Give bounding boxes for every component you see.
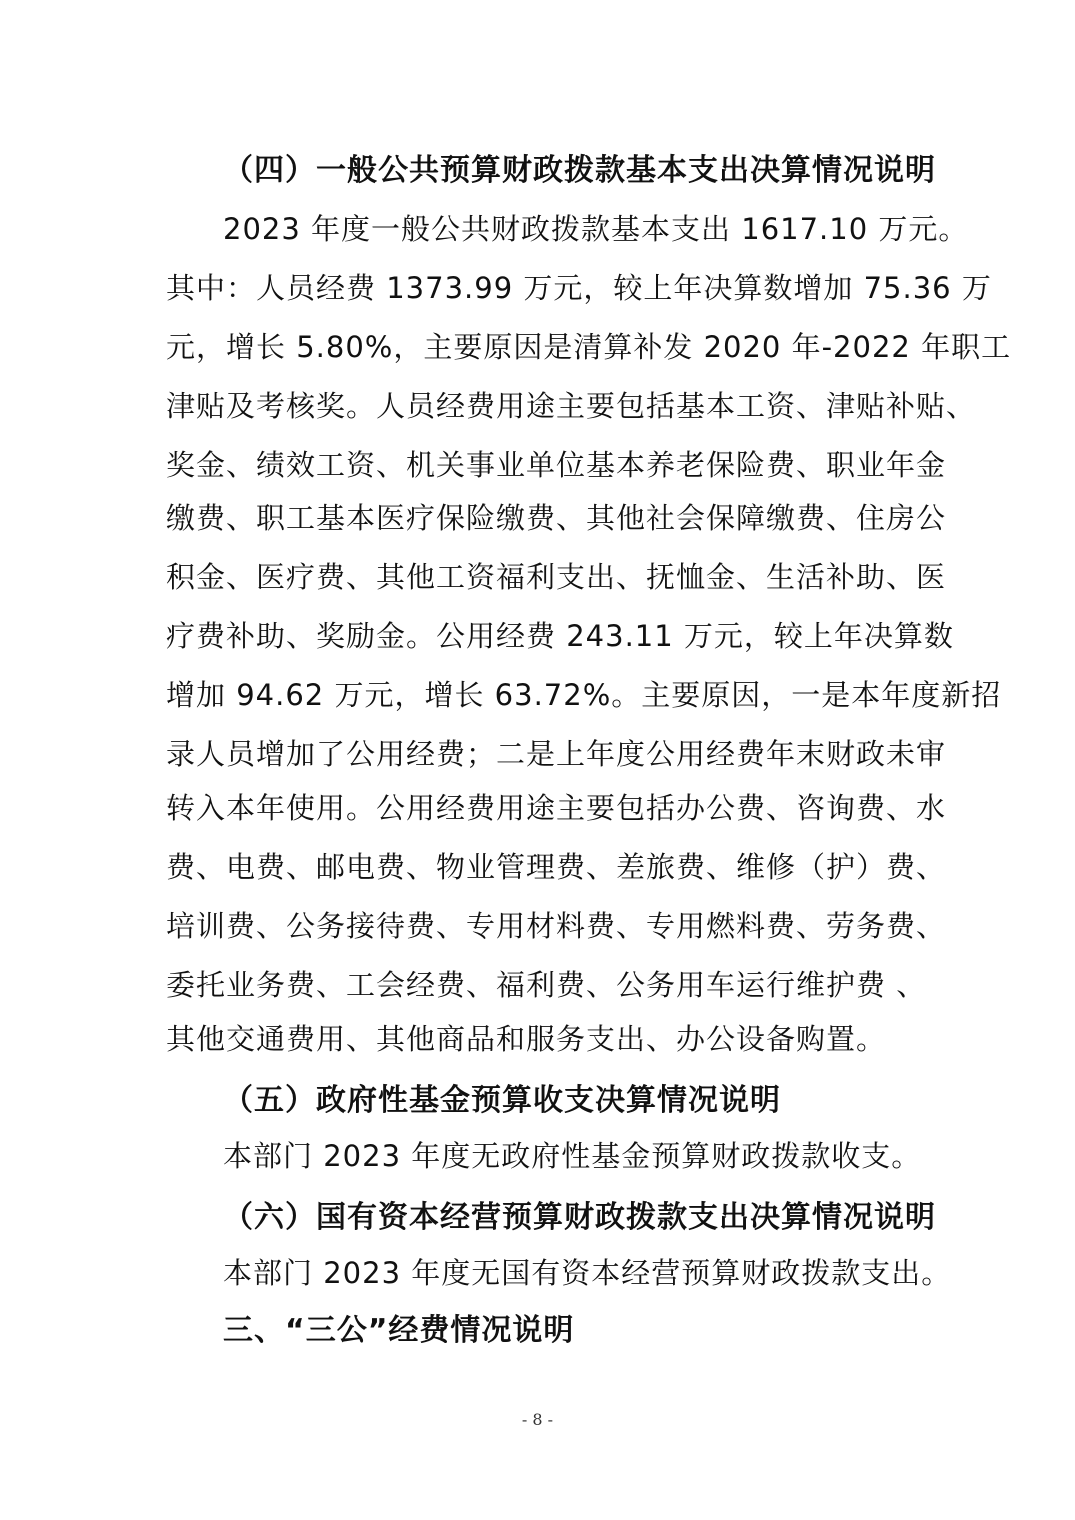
section-6-text: 本部门 2023 年度无国有资本经营预算财政拨款支出。 (223, 1256, 952, 1290)
paragraph-line: 元，增长 5.80%，主要原因是清算补发 2020 年-2022 年职工 (166, 330, 1012, 364)
section-6-heading: （六）国有资本经营预算财政拨款支出决算情况说明 (223, 1200, 936, 1235)
section-5-text: 本部门 2023 年度无政府性基金预算财政拨款收支。 (223, 1139, 922, 1173)
paragraph-line: 2023 年度一般公共财政拨款基本支出 1617.10 万元。 (223, 212, 969, 246)
page-number: - 8 - (521, 1410, 554, 1429)
paragraph-line: 增加 94.62 万元，增长 63.72%。主要原因，一是本年度新招 (166, 678, 1002, 712)
section-three-heading: 三、“三公”经费情况说明 (223, 1313, 575, 1348)
paragraph-line: 培训费、公务接待费、专用材料费、专用燃料费、劳务费、 (166, 909, 947, 943)
paragraph-line: 其中：人员经费 1373.99 万元，较上年决算数增加 75.36 万 (166, 271, 992, 305)
paragraph-line: 转入本年使用。公用经费用途主要包括办公费、咨询费、水 (166, 791, 947, 825)
paragraph-line: 委托业务费、工会经费、福利费、公务用车运行维护费 、 (166, 968, 927, 1002)
paragraph-line: 其他交通费用、其他商品和服务支出、办公设备购置。 (166, 1022, 887, 1056)
paragraph-line: 津贴及考核奖。人员经费用途主要包括基本工资、津贴补贴、 (166, 389, 977, 423)
paragraph-line: 缴费、职工基本医疗保险缴费、其他社会保障缴费、住房公 (166, 501, 947, 535)
paragraph-line: 奖金、绩效工资、机关事业单位基本养老保险费、职业年金 (166, 448, 947, 482)
section-5-heading: （五）政府性基金预算收支决算情况说明 (223, 1083, 781, 1118)
section-4-heading: （四）一般公共预算财政拨款基本支出决算情况说明 (223, 153, 936, 188)
paragraph-line: 录人员增加了公用经费；二是上年度公用经费年末财政未审 (166, 737, 947, 771)
paragraph-line: 积金、医疗费、其他工资福利支出、抚恤金、生活补助、医 (166, 560, 947, 594)
paragraph-line: 疗费补助、奖励金。公用经费 243.11 万元，较上年决算数 (166, 619, 954, 653)
paragraph-line: 费、电费、邮电费、物业管理费、差旅费、维修（护）费、 (166, 850, 947, 884)
